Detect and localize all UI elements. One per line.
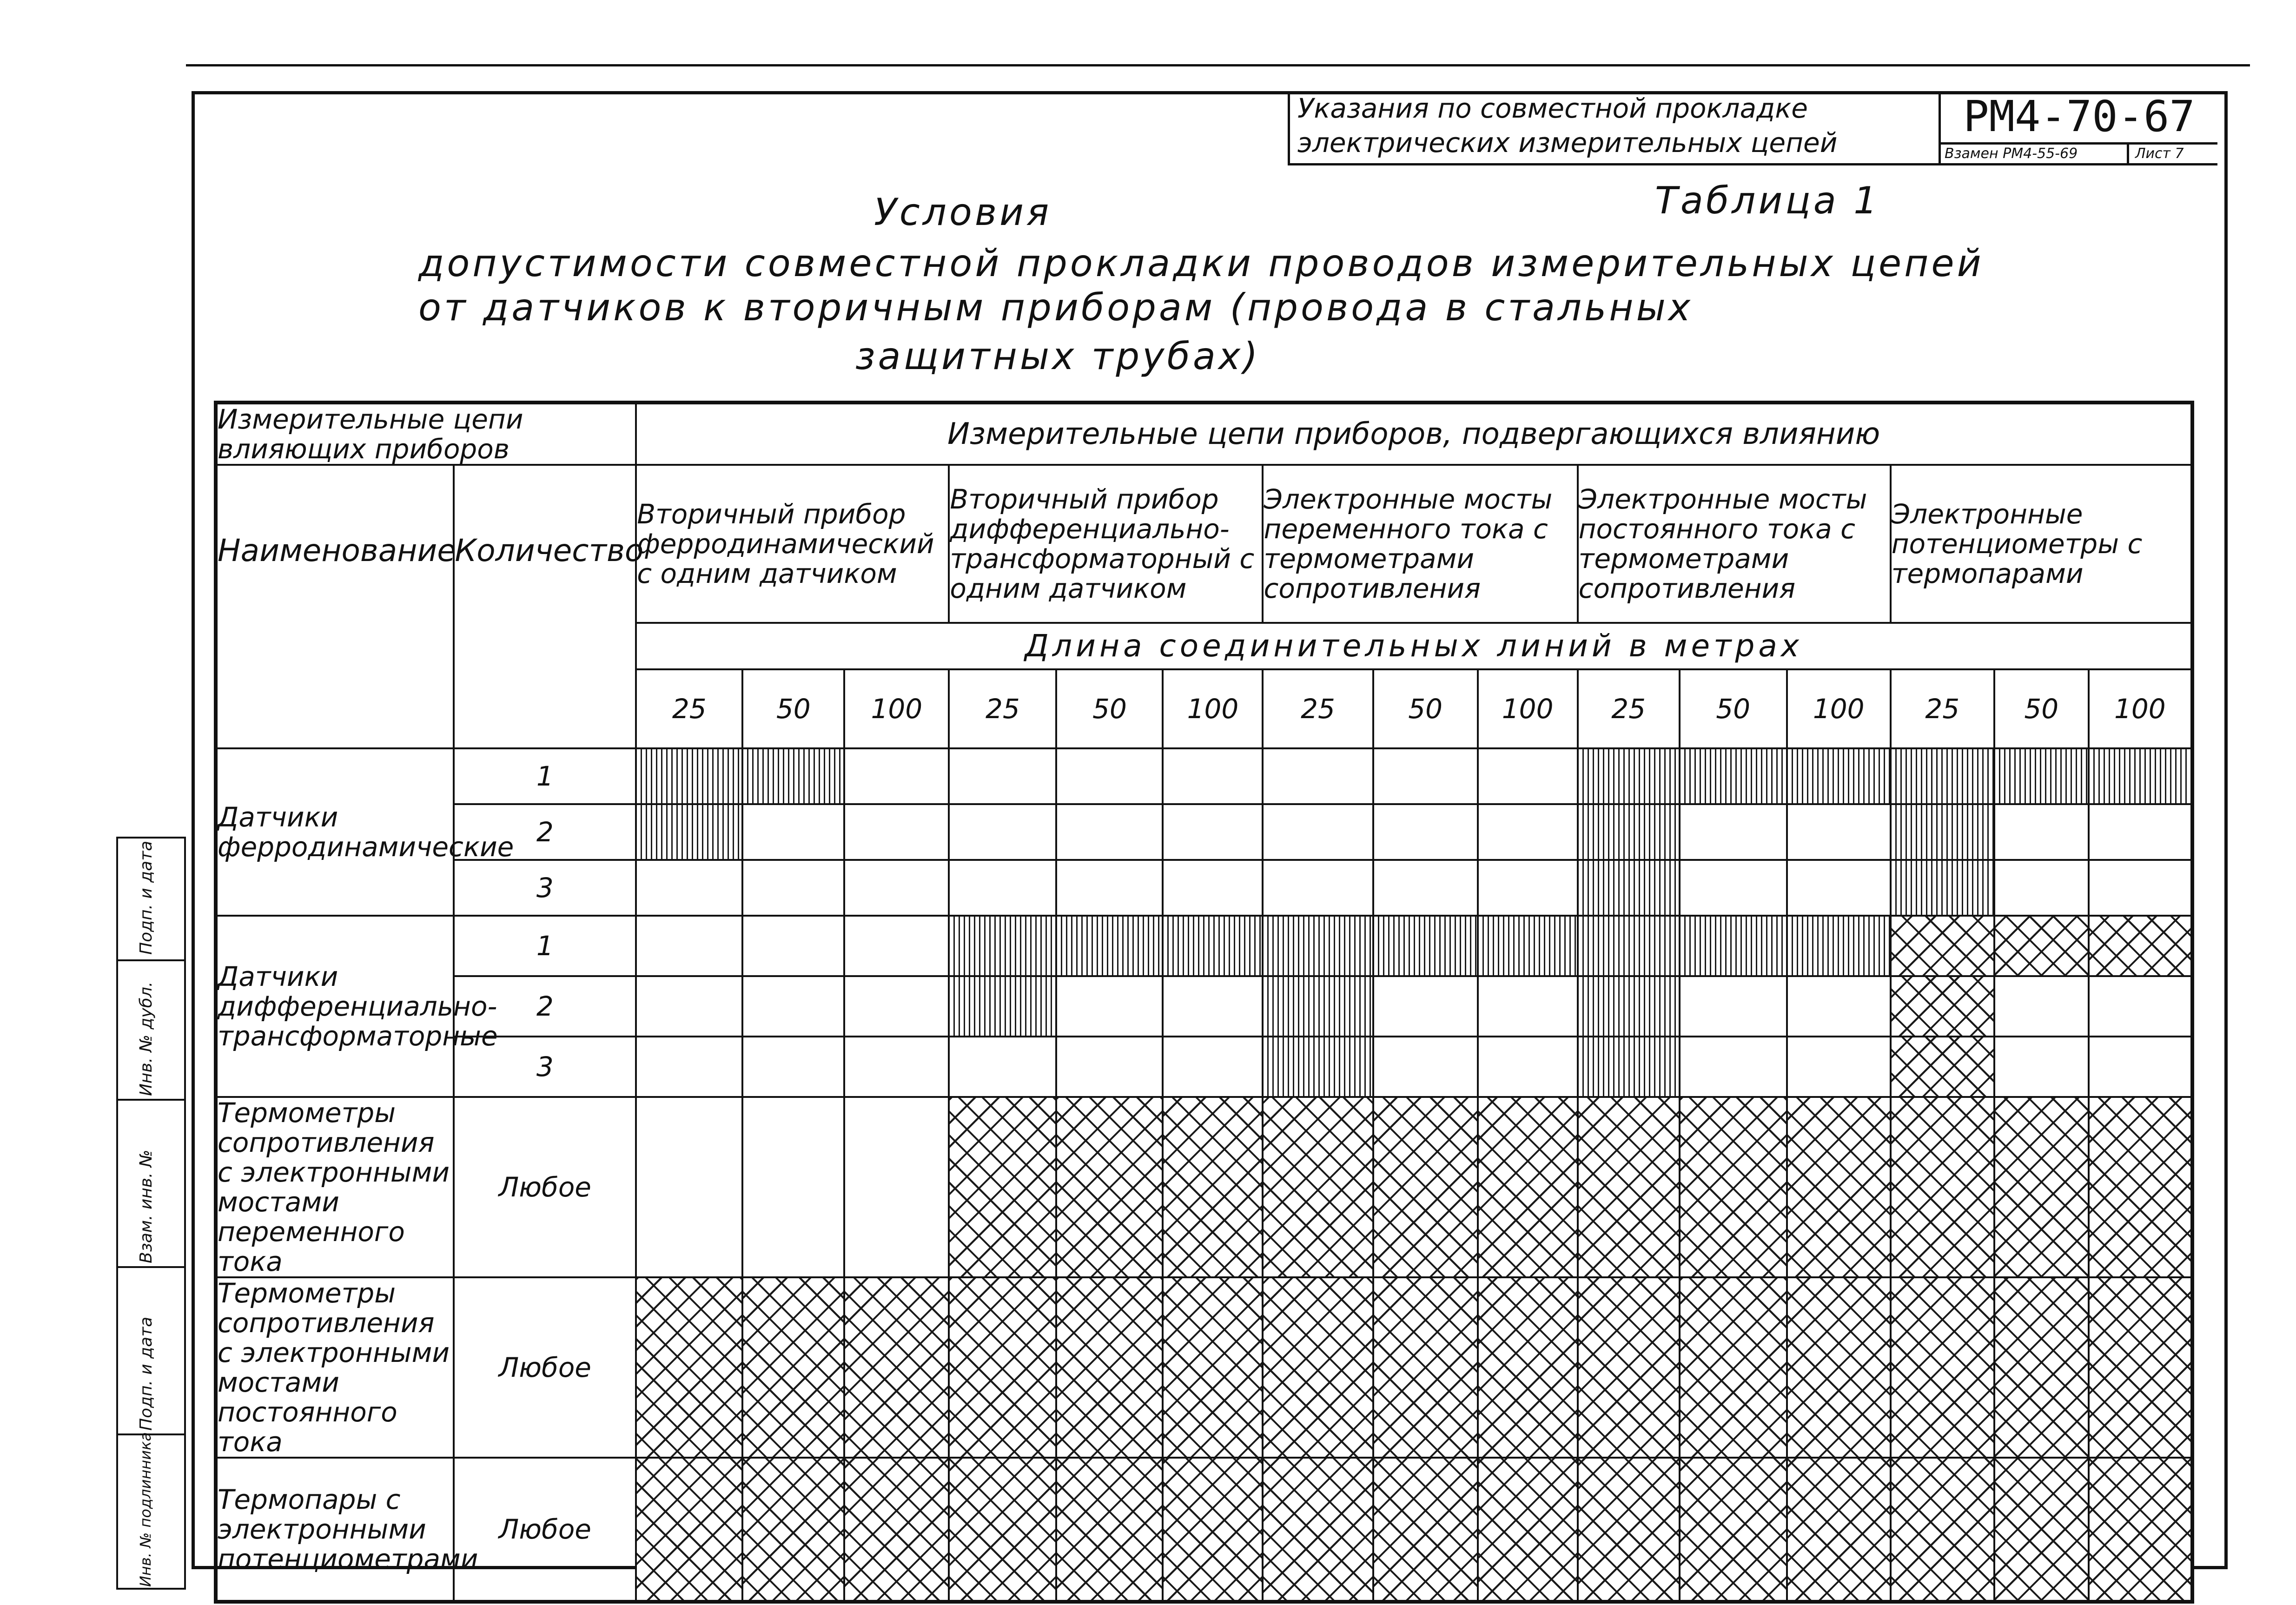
empty-cell xyxy=(1373,976,1478,1037)
table-row xyxy=(216,1277,2192,1458)
empty-cell xyxy=(1478,860,1578,916)
hatched-cell xyxy=(1478,916,1578,976)
empty-cell xyxy=(1373,748,1478,804)
hatched-cell xyxy=(949,976,1056,1037)
length-header: Длина соединительных линий в метрах xyxy=(636,623,2192,669)
empty-cell xyxy=(1994,1037,2089,1097)
crosshatched-cell xyxy=(1891,976,1994,1037)
empty-cell xyxy=(1056,804,1163,860)
title-block-description xyxy=(1288,91,1939,165)
empty-cell xyxy=(844,976,949,1037)
empty-cell xyxy=(949,748,1056,804)
empty-cell xyxy=(742,1097,844,1277)
crosshatched-cell xyxy=(636,1458,742,1602)
crosshatched-cell xyxy=(1891,916,1994,976)
group-header: Вторичный прибор ферродинамический с одним датчиком xyxy=(636,465,949,623)
stamp-label: Инв. № дубл. xyxy=(137,981,156,1096)
crosshatched-cell xyxy=(1373,1458,1478,1602)
crosshatched-cell xyxy=(1478,1458,1578,1602)
group-header: Электронные мосты постоянного тока с термометрами сопротивления xyxy=(1578,465,1891,623)
stamp-cell xyxy=(118,839,184,959)
crosshatched-cell xyxy=(1163,1277,1263,1458)
group-header: Электронные мосты переменного тока с термометрами сопротивления xyxy=(1263,465,1577,623)
empty-cell xyxy=(742,976,844,1037)
length-cell: 25 xyxy=(1578,669,1680,748)
length-cell: 100 xyxy=(1478,669,1578,748)
empty-cell xyxy=(2089,860,2192,916)
empty-cell xyxy=(1787,1037,1891,1097)
crosshatched-cell xyxy=(2089,1458,2192,1602)
group-header: Электронные потенциометры с термопарами xyxy=(1891,465,2192,623)
crosshatched-cell xyxy=(2089,1277,2192,1458)
crosshatched-cell xyxy=(949,1277,1056,1458)
empty-cell xyxy=(1478,748,1578,804)
table-row xyxy=(216,916,2192,976)
top-rule xyxy=(186,64,2250,66)
length-cell: 50 xyxy=(1373,669,1478,748)
empty-cell xyxy=(1680,976,1787,1037)
empty-cell xyxy=(844,1037,949,1097)
row-quantity: 1 xyxy=(454,748,636,804)
empty-cell xyxy=(1056,748,1163,804)
sheet-label: Лист 7 xyxy=(2135,145,2184,162)
empty-cell xyxy=(1478,1037,1578,1097)
crosshatched-cell xyxy=(844,1458,949,1602)
empty-cell xyxy=(1994,976,2089,1037)
empty-cell xyxy=(1787,976,1891,1037)
crosshatched-cell xyxy=(1994,1458,2089,1602)
crosshatched-cell xyxy=(1680,1458,1787,1602)
length-cell: 25 xyxy=(1891,669,1994,748)
hatched-cell xyxy=(1263,916,1373,976)
crosshatched-cell xyxy=(1056,1277,1163,1458)
row-group-name: Термометры сопротивления с электронными мостами постоянного тока xyxy=(216,1277,454,1458)
empty-cell xyxy=(636,1037,742,1097)
heading-line3: защитных трубах) xyxy=(855,335,1261,378)
crosshatched-cell xyxy=(949,1097,1056,1277)
empty-cell xyxy=(636,1097,742,1277)
crosshatched-cell xyxy=(1056,1097,1163,1277)
document-code: РМ4-70-67 xyxy=(1939,91,2217,142)
length-cell: 100 xyxy=(844,669,949,748)
col-qty-header: Количество xyxy=(454,465,636,748)
title-block xyxy=(1288,91,2227,165)
empty-cell xyxy=(2089,1037,2192,1097)
crosshatched-cell xyxy=(742,1277,844,1458)
length-cell: 50 xyxy=(1680,669,1787,748)
row-quantity: Любое xyxy=(454,1277,636,1458)
crosshatched-cell xyxy=(949,1458,1056,1602)
stamp-label: Подп. и дата xyxy=(137,840,156,955)
hatched-cell xyxy=(1680,916,1787,976)
empty-cell xyxy=(1163,1037,1263,1097)
crosshatched-cell xyxy=(742,1458,844,1602)
stamp-cell xyxy=(118,1433,184,1590)
hatched-cell xyxy=(1994,748,2089,804)
empty-cell xyxy=(1056,860,1163,916)
empty-cell xyxy=(1478,804,1578,860)
length-cell: 25 xyxy=(636,669,742,748)
empty-cell xyxy=(1056,976,1163,1037)
row-quantity: 3 xyxy=(454,1037,636,1097)
hatched-cell xyxy=(1787,916,1891,976)
conditions-table xyxy=(214,401,2194,1604)
empty-cell xyxy=(742,804,844,860)
hatched-cell xyxy=(1056,916,1163,976)
length-cell: 100 xyxy=(1787,669,1891,748)
empty-cell xyxy=(1680,1037,1787,1097)
empty-cell xyxy=(1263,804,1373,860)
empty-cell xyxy=(844,916,949,976)
hatched-cell xyxy=(1578,976,1680,1037)
empty-cell xyxy=(1373,804,1478,860)
table-row xyxy=(216,1097,2192,1277)
crosshatched-cell xyxy=(1787,1458,1891,1602)
empty-cell xyxy=(2089,976,2192,1037)
hatched-cell xyxy=(1163,916,1263,976)
empty-cell xyxy=(742,860,844,916)
crosshatched-cell xyxy=(1373,1097,1478,1277)
crosshatched-cell xyxy=(1891,1037,1994,1097)
hatched-cell xyxy=(949,916,1056,976)
empty-cell xyxy=(1163,748,1263,804)
crosshatched-cell xyxy=(1994,1097,2089,1277)
replaces-label: Взамен РМ4-55-69 xyxy=(1945,145,2078,162)
row-group-name: Датчики ферродинамические xyxy=(216,748,454,916)
length-cell: 50 xyxy=(1994,669,2089,748)
empty-cell xyxy=(1263,748,1373,804)
empty-cell xyxy=(636,916,742,976)
empty-cell xyxy=(844,1097,949,1277)
crosshatched-cell xyxy=(1478,1097,1578,1277)
empty-cell xyxy=(1163,804,1263,860)
empty-cell xyxy=(1787,860,1891,916)
empty-cell xyxy=(742,1037,844,1097)
stamp-cell xyxy=(118,959,184,1099)
empty-cell xyxy=(1373,860,1478,916)
hatched-cell xyxy=(1578,804,1680,860)
hatched-cell xyxy=(1578,748,1680,804)
empty-cell xyxy=(636,860,742,916)
hatched-cell xyxy=(2089,748,2192,804)
title-block-sub xyxy=(1939,142,2217,165)
row-quantity: 2 xyxy=(454,976,636,1037)
crosshatched-cell xyxy=(1994,1277,2089,1458)
heading-line2: от датчиков к вторичным приборам (провода в стальных xyxy=(418,286,1694,329)
table-label: Таблица 1 xyxy=(1655,179,1880,222)
crosshatched-cell xyxy=(2089,916,2192,976)
table-row xyxy=(216,860,2192,916)
empty-cell xyxy=(1056,1037,1163,1097)
hatched-cell xyxy=(636,748,742,804)
table-row xyxy=(216,1037,2192,1097)
crosshatched-cell xyxy=(1994,916,2089,976)
crosshatched-cell xyxy=(1373,1277,1478,1458)
hatched-cell xyxy=(1578,1037,1680,1097)
row-group-name: Датчики дифференциально-трансформаторные xyxy=(216,916,454,1097)
empty-cell xyxy=(1994,804,2089,860)
length-cell: 50 xyxy=(742,669,844,748)
crosshatched-cell xyxy=(1787,1097,1891,1277)
corner-header: Измерительные цепи влияющих приборов xyxy=(216,403,636,465)
row-group-name: Термопары с электронными потенциометрами xyxy=(216,1458,454,1602)
crosshatched-cell xyxy=(1478,1277,1578,1458)
crosshatched-cell xyxy=(844,1277,949,1458)
row-quantity: Любое xyxy=(454,1097,636,1277)
crosshatched-cell xyxy=(1163,1097,1263,1277)
empty-cell xyxy=(949,1037,1056,1097)
divider xyxy=(2127,145,2129,163)
heading-title: Условия xyxy=(874,191,1052,234)
hatched-cell xyxy=(1891,860,1994,916)
hatched-cell xyxy=(1578,916,1680,976)
length-cell: 50 xyxy=(1056,669,1163,748)
crosshatched-cell xyxy=(1263,1277,1373,1458)
empty-cell xyxy=(636,976,742,1037)
heading-line1: допустимости совместной прокладки проводов измерительных цепей xyxy=(418,242,1984,285)
title-block-line1: Указания по совместной прокладке xyxy=(1297,92,1808,124)
length-cell: 25 xyxy=(1263,669,1373,748)
empty-cell xyxy=(844,804,949,860)
hatched-cell xyxy=(1263,976,1373,1037)
empty-cell xyxy=(844,860,949,916)
length-cell: 25 xyxy=(949,669,1056,748)
row-group-name: Термометры сопротивления с электронными мостами переменного тока xyxy=(216,1097,454,1277)
row-quantity: 1 xyxy=(454,916,636,976)
length-cell: 100 xyxy=(2089,669,2192,748)
empty-cell xyxy=(1994,860,2089,916)
table-row xyxy=(216,1458,2192,1602)
empty-cell xyxy=(1478,976,1578,1037)
crosshatched-cell xyxy=(1578,1097,1680,1277)
empty-cell xyxy=(1373,1037,1478,1097)
crosshatched-cell xyxy=(2089,1097,2192,1277)
hatched-cell xyxy=(1373,916,1478,976)
table-row xyxy=(216,976,2192,1037)
empty-cell xyxy=(1163,976,1263,1037)
crosshatched-cell xyxy=(1891,1458,1994,1602)
stamp-cell xyxy=(118,1266,184,1433)
length-cell: 100 xyxy=(1163,669,1263,748)
crosshatched-cell xyxy=(1578,1458,1680,1602)
empty-cell xyxy=(2089,804,2192,860)
crosshatched-cell xyxy=(1263,1458,1373,1602)
hatched-cell xyxy=(1680,748,1787,804)
stamp-cell xyxy=(118,1099,184,1266)
row-quantity: Любое xyxy=(454,1458,636,1602)
hatched-cell xyxy=(1578,860,1680,916)
crosshatched-cell xyxy=(1891,1097,1994,1277)
hatched-cell xyxy=(742,748,844,804)
crosshatched-cell xyxy=(1680,1277,1787,1458)
crosshatched-cell xyxy=(1263,1097,1373,1277)
empty-cell xyxy=(742,916,844,976)
empty-cell xyxy=(1163,860,1263,916)
empty-cell xyxy=(844,748,949,804)
side-stamp xyxy=(116,837,186,1590)
col-name-header: Наименование xyxy=(216,465,454,748)
hatched-cell xyxy=(1263,1037,1373,1097)
crosshatched-cell xyxy=(1578,1277,1680,1458)
row-quantity: 2 xyxy=(454,804,636,860)
empty-cell xyxy=(1263,860,1373,916)
crosshatched-cell xyxy=(1163,1458,1263,1602)
crosshatched-cell xyxy=(636,1277,742,1458)
crosshatched-cell xyxy=(1680,1097,1787,1277)
crosshatched-cell xyxy=(1787,1277,1891,1458)
stamp-label: Взам. инв. № xyxy=(137,1149,156,1263)
row-quantity: 3 xyxy=(454,860,636,916)
hatched-cell xyxy=(636,804,742,860)
stamp-label: Подп. и дата xyxy=(137,1316,156,1431)
group-header: Вторичный прибор дифференциально-трансформаторный с одним датчиком xyxy=(949,465,1263,623)
table-row xyxy=(216,748,2192,804)
crosshatched-cell xyxy=(1891,1277,1994,1458)
crosshatched-cell xyxy=(1056,1458,1163,1602)
empty-cell xyxy=(1680,804,1787,860)
empty-cell xyxy=(949,860,1056,916)
empty-cell xyxy=(1680,860,1787,916)
affected-header: Измерительные цепи приборов, подвергающихся влиянию xyxy=(636,403,2192,465)
hatched-cell xyxy=(1891,804,1994,860)
hatched-cell xyxy=(1787,748,1891,804)
title-block-line2: электрических измерительных цепей xyxy=(1297,127,1838,159)
stamp-label: Инв. № подлинника xyxy=(137,1432,154,1587)
empty-cell xyxy=(949,804,1056,860)
hatched-cell xyxy=(1891,748,1994,804)
empty-cell xyxy=(1787,804,1891,860)
